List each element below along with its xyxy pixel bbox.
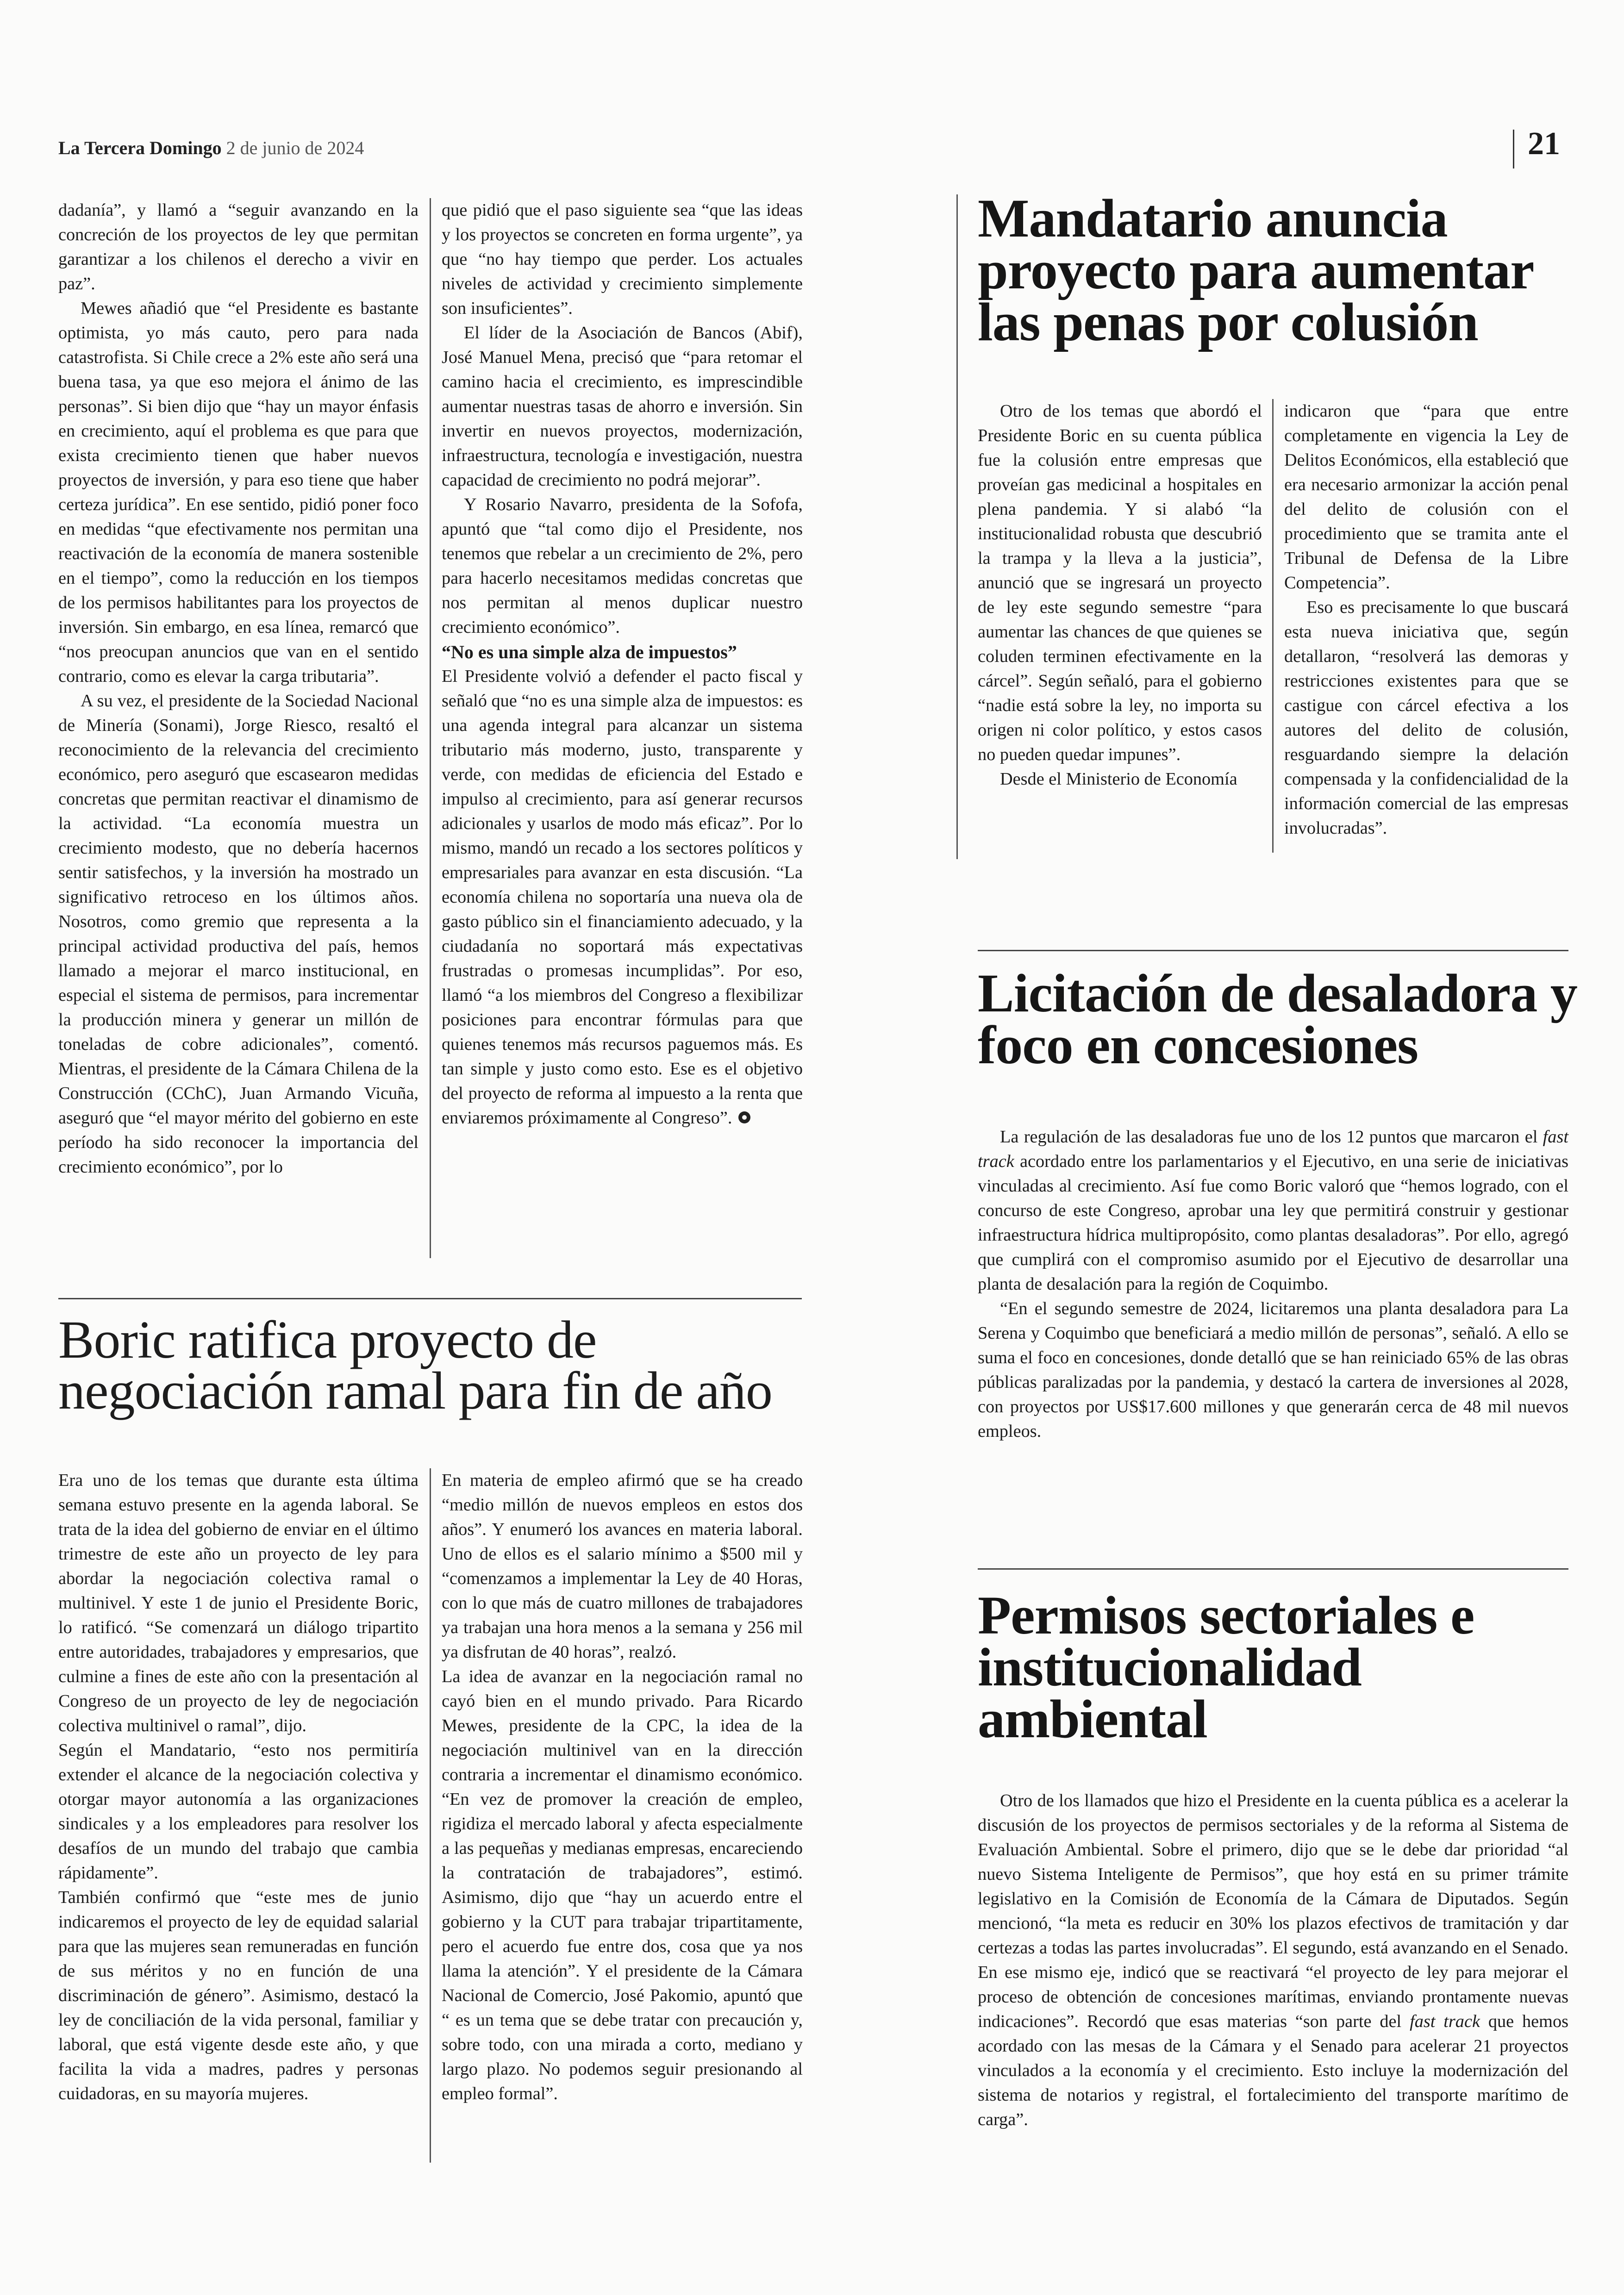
page-header <box>58 139 364 157</box>
top-story-column-1 <box>58 198 418 1179</box>
paragraph: Según el Mandatario, “esto nos permitiría extender el alcance de la negociación colectiva y otorgar mayor autonomía a las organizaciones sindicales y a los empleadores para resolver los desafíos de un mundo del trabajo que cambia rápidamente”. <box>58 1740 418 1883</box>
permisos-body <box>978 1789 1568 2132</box>
ramal-headline: Boric ratifica proyecto de negociación ramal para fin de año <box>58 1310 772 1421</box>
colusion-column-2 <box>1284 399 1568 841</box>
ramal-column-2 <box>442 1468 803 2106</box>
colusion-column-1 <box>978 399 1262 792</box>
publication-name: La Tercera Domingo <box>58 137 222 158</box>
section-rule-vertical <box>956 194 958 859</box>
paragraph: El líder de la Asociación de Bancos (Abif), José Manuel Mena, precisó que “para retomar el camino hacia el crecimiento, es imprescindible aumentar nuestras tasas de ahorro e inversión. Sin invertir en nuevos proyectos, modernización, infraestructura, tecnología e investigación, nuestra capacidad de crecimiento no podrá mejorar”. <box>442 323 803 490</box>
paragraph: También confirmó que “este mes de junio indicaremos el proyecto de ley de equidad salarial para que las mujeres sean remuneradas en función de sus méritos y no en función de una discriminación de género”. Asimismo, destacó la ley de conciliación de la vida personal, familiar y laboral, que está vigente desde este año, y que facilita la vida a madres, padres y personas cuidadoras, en su mayoría mujeres. <box>58 1888 418 2103</box>
subheading: “No es una simple alza de impuestos” <box>442 642 737 662</box>
paragraph: Mewes añadió que “el Presidente es bastante optimista, yo más cauto, pero para nada catastrofista. Si Chile crece a 2% este año será una buena tasa, ya que eso mejora el ánimo de las personas”. Si bien dijo que “hay un mayor énfasis en crecimiento, aquí el problema es que para que exista crecimiento tienen que haber nuevos proyectos de inversión, y para eso tiene que haber certeza jurídica”. En ese sentido, pidió poner foco en medidas “que efectivamente nos permitan una reactivación de la economía de manera sostenible en el tiempo”, como la reducción en los tiempos de los permisos habilitantes para los proyectos de inversión. Sin embargo, en esa línea, remarcó que “nos preocupan anuncios que van en el sentido contrario, como es elevar la carga tributaria”. <box>58 299 418 686</box>
paragraph: La idea de avanzar en la negociación ramal no cayó bien en el mundo privado. Para Ricardo Mewes, presidente de la CPC, la idea de la negociación multinivel van en la dirección contraria a incrementar el dinamismo económico. “En vez de promover la creación de empleo, rigidiza el mercado laboral y afecta especialmente a las pequeñas y medianas empresas, encareciendo la contratación de trabajadores”, estimó. Asimismo, dijo que “hay un acuerdo entre el gobierno y la CUT para trabajar tripartitamente, pero el acuerdo fue entre dos, cosa que ya nos llama la atención”. Y el presidente de la Cámara Nacional de Comercio, José Pakomio, apuntó que “ es un tema que se debe tratar con precaución y, sobre todo, con una mirada a corto, mediano y largo plazo. No podemos seguir presionando al empleo formal”. <box>442 1667 803 2103</box>
paragraph <box>978 1125 1568 1297</box>
paragraph-text: La regulación de las desaladoras fue uno de los 12 puntos que marcaron el <box>1000 1127 1543 1147</box>
paragraph: dadanía”, y llamó a “seguir avanzando en la concreción de los proyectos de ley que permitan garantizar a los chilenos el derecho a vivir en paz”. <box>58 200 418 293</box>
top-story-column-2 <box>442 198 803 1130</box>
paragraph <box>978 1789 1568 2132</box>
permisos-headline: Permisos sectoriales e institucionalidad ambiental <box>978 1585 1474 1749</box>
paragraph: Otro de los temas que abordó el Presidente Boric en su cuenta pública fue la colusión entre empresas que proveían gas medicinal a hospitales en plena pandemia. Y si alabó “la institucionalidad robusta que descubrió la trampa y la lleva a la justicia”, anunció que se ingresará un proyecto de ley este segundo semestre “para aumentar las chances de que quienes se coluden terminen efectivamente en la cárcel”. Según señaló, para el gobierno “nadie está sobre la ley, no importa su origen ni color político, y estos casos no pueden quedar impunes”. <box>978 401 1262 764</box>
paragraph-text: El Presidente volvió a defender el pacto fiscal y señaló que “no es una simple alza de impuestos: es una agenda integral para alcanzar un sistema tributario más moderno, justo, transparente y verde, con medidas de eficiencia del Estado e impulso al crecimiento, para así generar recursos adicionales y usarlos de modo más eficaz”. Por lo mismo, mandó un recado a los sectores políticos y empresariales para avanzar en esta discusión. “La economía chilena no soportaría una nueva ola de gasto público sin el financiamiento adecuado, y la ciudadanía no soportará más expectativas frustradas o promesas incumplidas”. Por eso, llamó “a los miembros del Congreso a flexibilizar posiciones para encontrar fórmulas para que quienes tenemos más recursos paguemos más. Es tan simple y justo como esto. Ese es el objetivo del proyecto de reforma al impuesto a la renta que enviaremos próximamente al Congreso”. <box>442 667 803 1128</box>
paragraph: A su vez, el presidente de la Sociedad Nacional de Minería (Sonami), Jorge Riesco, resaltó el reconocimiento de la relevancia del crecimiento económico, pero aseguró que escasearon medidas concretas que permitan reactivar el dinamismo de la actividad. “La economía muestra un crecimiento modesto, que no debería hacernos sentir satisfechos, y la inversión ha mostrado un significativo retroceso en los últimos años. Nosotros, como gremio que representa a la principal actividad productiva del país, hemos llamado a mejorar el marco institucional, en especial el sistema de permisos, para incrementar la producción minera y generar un millón de toneladas de cobre adicionales”, comentó. Mientras, el presidente de la Cámara Chilena de la Construcción (CChC), Juan Armando Vicuña, aseguró que “el mayor mérito del gobierno en este período ha sido reconocer la importancia del crecimiento económico”, por lo <box>58 691 418 1177</box>
paragraph: Eso es precisamente lo que buscará esta nueva iniciativa que, según detallaron, “resolverá las demoras y restricciones existentes para que se castigue con cárcel efectiva a los autores del delito de colusión, resguardando siempre la delación compensada y la confidencialidad de la información comercial de las empresas involucradas”. <box>1284 598 1568 838</box>
paragraph: En materia de empleo afirmó que se ha creado “medio millón de nuevos empleos en estos dos años”. Y enumeró los avances en materia laboral. Uno de ellos es el salario mínimo a $500 mil y “comenzamos a implementar la Ley de 40 Horas, con lo que más de cuatro millones de trabajadores ya trabajan una hora menos a la semana y 256 mil ya disfrutan de 40 horas”, realzó. <box>442 1471 803 1662</box>
colusion-headline: Mandatario anuncia proyecto para aumentar las penas por colusión <box>978 188 1533 352</box>
paragraph <box>442 664 803 1130</box>
section-divider <box>58 1298 802 1299</box>
paragraph: Y Rosario Navarro, presidenta de la Sofofa, apuntó que “tal como dijo el Presidente, nos tenemos que rebelar a un crecimiento de 2%, pero para hacerlo necesitamos medidas concretas que nos permitan al menos duplicar nuestro crecimiento económico”. <box>442 495 803 637</box>
page-number-divider <box>1513 130 1514 168</box>
paragraph: Desde el Ministerio de Economía <box>1000 769 1237 789</box>
column-rule <box>1272 399 1274 853</box>
paragraph: indicaron que “para que entre completamente en vigencia la Ley de Delitos Económicos, ella estableció que era necesario armonizar la acción penal del delito de colusión con el procedimiento que se tramita ante el Tribunal de Defensa de la Libre Competencia”. <box>1284 401 1568 592</box>
desaladora-body <box>978 1125 1568 1444</box>
column-rule <box>430 1468 431 2163</box>
page-number: 21 <box>1528 126 1560 162</box>
section-divider <box>978 1568 1568 1570</box>
paragraph-text: acordado entre los parlamentarios y el Ejecutivo, en una serie de iniciativas vinculadas al crecimiento. Así fue como Boric valoró que “hemos logrado, con el concurso de este Congreso, aprobar una ley que permitirá construir y gestionar infraestructura hídrica multipropósito, como plantas desaladoras”. Por ello, agregó que cumplirá con el compromiso asumido por el Ejecutivo de desarrollar una planta de desalación para la región de Coquimbo. <box>978 1152 1568 1294</box>
publication-date: 2 de junio de 2024 <box>226 137 364 158</box>
fast-track-term: fast track <box>978 1127 1568 1171</box>
column-rule <box>430 198 431 1258</box>
paragraph-text: que hemos acordado con las mesas de la Cámara y el Senado para acelerar 21 proyectos vinculados a la economía y el crecimiento. Esto incluye la modernización del sistema de notarios y registral, el fortalecimiento del transporte marítimo de carga”. <box>978 2012 1568 2129</box>
desaladora-headline: Licitación de desaladora y foco en concesiones <box>978 963 1577 1075</box>
paragraph: “En el segundo semestre de 2024, licitaremos una planta desaladora para La Serena y Coquimbo que beneficiará a medio millón de personas”, señaló. A ello se suma el foco en concesiones, donde detalló que se han reiniciado 65% de las obras públicas paralizadas por la pandemia, y destacó la cartera de inversiones al 2028, con proyectos por US$17.600 millones y que generarán cerca de 48 mil nuevos empleos. <box>978 1299 1568 1441</box>
fast-track-term: fast track <box>1410 2012 1480 2031</box>
paragraph: que pidió que el paso siguiente sea “que las ideas y los proyectos se concreten en forma urgente”, ya que “no hay tiempo que perder. Los actuales niveles de actividad y crecimiento simplemente son insuficientes”. <box>442 200 803 318</box>
section-divider <box>978 950 1568 951</box>
paragraph-text: Otro de los llamados que hizo el Presidente en la cuenta pública es a acelerar la discusión de los proyectos de permisos sectoriales y de la reforma al Sistema de Evaluación Ambiental. Sobre el primero, dijo que se le debe dar prioridad “al nuevo Sistema Inteligente de Permisos”, que hoy está en su primer trámite legislativo en la Comisión de Economía de la Cámara de Diputados. Según mencionó, “la meta es reducir en 30% los plazos efectivos de tramitación y dar certezas a todas las partes involucradas”. El segundo, está avanzando en el Senado. En ese mismo eje, indicó que se reactivará “el proyecto de ley para mejorar el proceso de obtención de concesiones marítimas, enviando prontamente nuevas indicaciones”. Recordó que esas materias “son parte del <box>978 1791 1568 2031</box>
end-of-story-icon <box>738 1111 750 1123</box>
ramal-column-1 <box>58 1468 418 2106</box>
paragraph: Era uno de los temas que durante esta última semana estuvo presente en la agenda laboral. Se trata de la idea del gobierno de enviar en el último trimestre de este año un proyecto de ley para abordar la negociación colectiva ramal o multinivel. Y este 1 de junio el Presidente Boric, lo ratificó. “Se comenzará un diálogo tripartito entre autoridades, trabajadores y empresarios, que culmine a fines de este año con la presentación al Congreso de un proyecto de ley de negociación colectiva multinivel o ramal”, dijo. <box>58 1471 418 1735</box>
